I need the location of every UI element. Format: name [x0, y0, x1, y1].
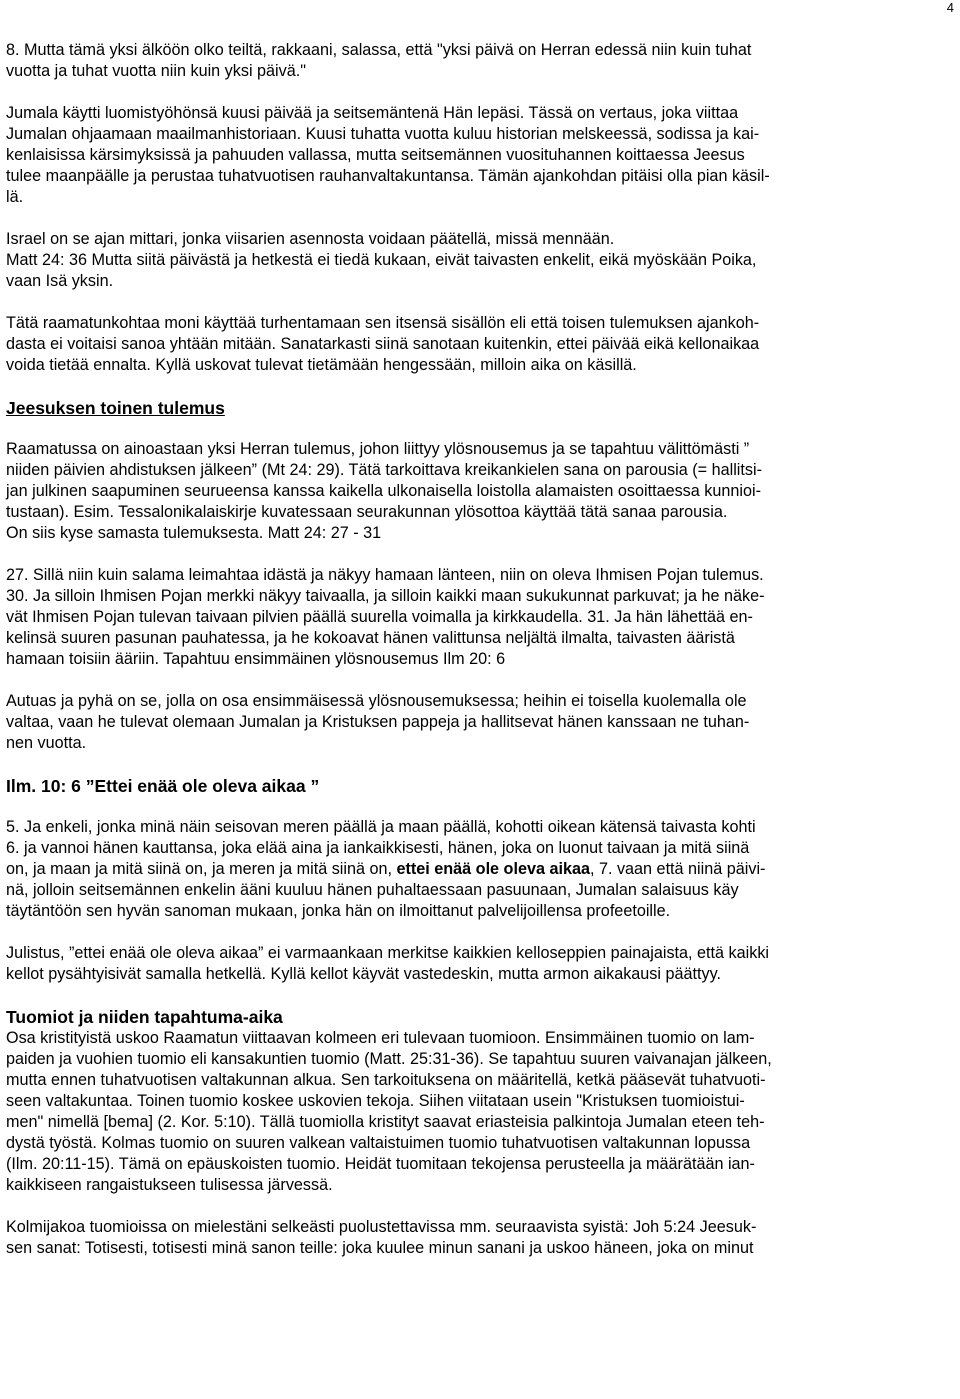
- text-line: Israel on se ajan mittari, jonka viisarien asennosta voidaan päätellä, missä mennään.: [6, 230, 615, 248]
- text-line: kenlaisissa kärsimyksissä ja pahuuden vallassa, mutta seitsemännen vuosituhannen koittaessa Jeesus: [6, 146, 745, 164]
- text-line: paiden ja vuohien tuomio eli kansakuntien tuomio (Matt. 25:31-36). Se tapahtuu suuren vaivanajan jälkeen,: [6, 1050, 772, 1068]
- text-line: tulee maanpäälle ja perustaa tuhatvuotisen rauhanvaltakuntansa. Tämän ajankohdan pitäisi olla pian käsil-: [6, 167, 770, 185]
- paragraph-division: [6, 1217, 951, 1259]
- paragraph-israel: [6, 229, 951, 292]
- text-line: Julistus, ”ettei enää ole oleva aikaa” ei varmaankaan merkitse kaikkien kelloseppien painajaista, että kaikki: [6, 944, 770, 962]
- text-line: Kolmijakoa tuomioissa on mielestäni selkeästi puolustettavissa mm. seuraavista syistä: Joh 5:24 Jeesuk-: [6, 1218, 757, 1236]
- text-line: vät Ihmisen Pojan tulevan taivaan pilvien päällä suurella voimalla ja kirkkaudella. 31. Ja hän lähettää en-: [6, 608, 753, 626]
- text-line: valtaa, vaan he tulevat olemaan Jumalan ja Kristuksen pappeja ja hallitsevat hänen kanssaan ne tuhan-: [6, 713, 750, 731]
- paragraph-parousia: [6, 439, 951, 544]
- text-line: nen vuotta.: [6, 734, 87, 752]
- text-line: lä.: [6, 188, 24, 206]
- text-line: niiden päivien ahdistuksen jälkeen” (Mt 24: 29). Tätä tarkoittava kreikankielen sana on parousia (= hallitsi-: [6, 461, 762, 479]
- text-line: Jumalan ohjaamaan maailmanhistoriaan. Kuusi tuhatta vuotta kuluu historian melskeessä, sodissa ja kai-: [6, 125, 760, 143]
- text-line: vuotta ja tuhat vuotta niin kuin yksi päivä.": [6, 62, 306, 80]
- paragraph-creation-week: [6, 103, 951, 208]
- page-number: 4: [946, 0, 954, 15]
- paragraph-revelation-10: [6, 817, 951, 922]
- text-line: Tätä raamatunkohtaa moni käyttää turhentamaan sen itsensä sisällön eli että toisen tulemuksen ajankoh-: [6, 314, 760, 332]
- text-line: Osa kristityistä uskoo Raamatun viittaavan kolmeen eri tulevaan tuomioon. Ensimmäinen tuomio on lam-: [6, 1029, 755, 1047]
- text-line: mutta ennen tuhatvuotisen valtakunnan alkua. Sen tarkoituksena on määritellä, ketkä pääsevät tuhatvuoti-: [6, 1071, 766, 1089]
- paragraph-clocks: [6, 943, 951, 985]
- text-line: Matt 24: 36 Mutta siitä päivästä ja hetkestä ei tiedä kukaan, eivät taivasten enkelit, eikä myöskään Poika,: [6, 251, 757, 269]
- text-line: sen sanat: Totisesti, totisesti minä sanon teille: joka kuulee minun sanani ja uskoo häneen, joka on minut: [6, 1239, 754, 1257]
- text-line: On siis kyse samasta tulemuksesta. Matt 24: 27 - 31: [6, 524, 382, 542]
- paragraph-three-judgments: [6, 1028, 951, 1196]
- text-line: Autuas ja pyhä on se, jolla on osa ensimmäisessä ylösnousemuksessa; heihin ei toisella kuolemalla ole: [6, 692, 747, 710]
- paragraph-matthew-24: [6, 565, 951, 670]
- text-line: dystä työstä. Kolmas tuomio on suuren valkean valtaistuimen tuomio tuhatvuotisen valtakunnan lopussa: [6, 1134, 751, 1152]
- text-line: 5. Ja enkeli, jonka minä näin seisovan meren päällä ja maan päällä, kohotti oikean kätensä taivasta kohti: [6, 818, 756, 836]
- text-segment: on, ja maan ja mitä siinä on, ja meren ja mitä siinä on,: [6, 860, 397, 878]
- heading-revelation-10: Ilm. 10: 6 ”Ettei enää ole oleva aikaa ”: [6, 776, 320, 796]
- text-line: vaan Isä yksin.: [6, 272, 114, 290]
- text-line: tustaan). Esim. Tessalonikalaiskirje kuvatessaan seurakunnan ylösottoa käyttää tätä sanaa parousia.: [6, 503, 728, 521]
- text-line: kaikkiseen rangaistukseen tulisessa järvessä.: [6, 1176, 333, 1194]
- heading-second-coming: Jeesuksen toinen tulemus: [6, 398, 225, 418]
- text-line: hamaan toisiin ääriin. Tapahtuu ensimmäinen ylösnousemus Ilm 20: 6: [6, 650, 506, 668]
- text-line: kellot pysähtyisivät samalla hetkellä. Kyllä kellot käyvät vastedeskin, mutta armon aikakausi päättyy.: [6, 965, 721, 983]
- text-line: 27. Sillä niin kuin salama leimahtaa idästä ja näkyy hamaan länteen, niin on oleva Ihmisen Pojan tulemus.: [6, 566, 764, 584]
- text-line: [6, 859, 951, 880]
- text-line: men" nimellä [bema] (2. Kor. 5:10). Tällä tuomiolla kristityt saavat eriasteisia palkintoja Jumalan eteen teh-: [6, 1113, 765, 1131]
- text-line: 6. ja vannoi hänen kauttansa, joka elää aina ja iankaikkisesti, hänen, joka on luonut taivaan ja mitä siinä: [6, 839, 750, 857]
- text-line: nä, jolloin seitsemännen enkelin ääni kuuluu hänen puhaltaessaan pasuunaan, Jumalan salaisuus käy: [6, 881, 739, 899]
- text-line: 8. Mutta tämä yksi älköön olko teiltä, rakkaani, salassa, että "yksi päivä on Herran edessä niin kuin tuhat: [6, 41, 752, 59]
- text-line: täytäntöön sen hyvän sanoman mukaan, jonka hän on ilmoittanut palvelijoillensa profeetoille.: [6, 902, 671, 920]
- paragraph-verse-8: [6, 40, 951, 82]
- text-line: seen valtakuntaa. Toinen tuomio koskee uskovien tekoja. Siihen viitataan usein "Kristuksen tuomioistui-: [6, 1092, 745, 1110]
- text-line: kelinsä suuren pasunan pauhatessa, ja he kokoavat hänen valittunsa neljältä ilmalta, taivasten ääristä: [6, 629, 735, 647]
- text-line: jan julkinen saapuminen seurueensa kanssa kaikella ulkonaisella loistolla alamaisten osoittaessa kunnioi-: [6, 482, 761, 500]
- text-line: 30. Ja silloin Ihmisen Pojan merkki näkyy taivaalla, ja silloin kaikki maan sukukunnat parkuvat; ja he näke-: [6, 587, 765, 605]
- document-body: [6, 40, 951, 1259]
- paragraph-interpretation: [6, 313, 951, 376]
- text-line: voida tietää ennalta. Kyllä uskovat tulevat tietämään hengessään, milloin aika on käsillä.: [6, 356, 637, 374]
- text-line: dasta ei voitaisi sanoa yhtään mitään. Sanatarkasti siinä sanotaan kuitenkin, ettei päivää eikä kellonaikaa: [6, 335, 760, 353]
- text-line: (Ilm. 20:11-15). Tämä on epäuskoisten tuomio. Heidät tuomitaan tekojensa perusteella ja määrätään ian-: [6, 1155, 755, 1173]
- text-segment: , 7. vaan että niinä päivi-: [589, 860, 766, 878]
- paragraph-revelation-20: [6, 691, 951, 754]
- bold-phrase: ettei enää ole oleva aikaa: [396, 860, 590, 878]
- text-line: Jumala käytti luomistyöhönsä kuusi päivää ja seitsemäntenä Hän lepäsi. Tässä on vertaus, joka viittaa: [6, 104, 739, 122]
- text-line: Raamatussa on ainoastaan yksi Herran tulemus, johon liittyy ylösnousemus ja se tapahtuu välittömästi ”: [6, 440, 750, 458]
- heading-judgments: Tuomiot ja niiden tapahtuma-aika: [6, 1007, 283, 1027]
